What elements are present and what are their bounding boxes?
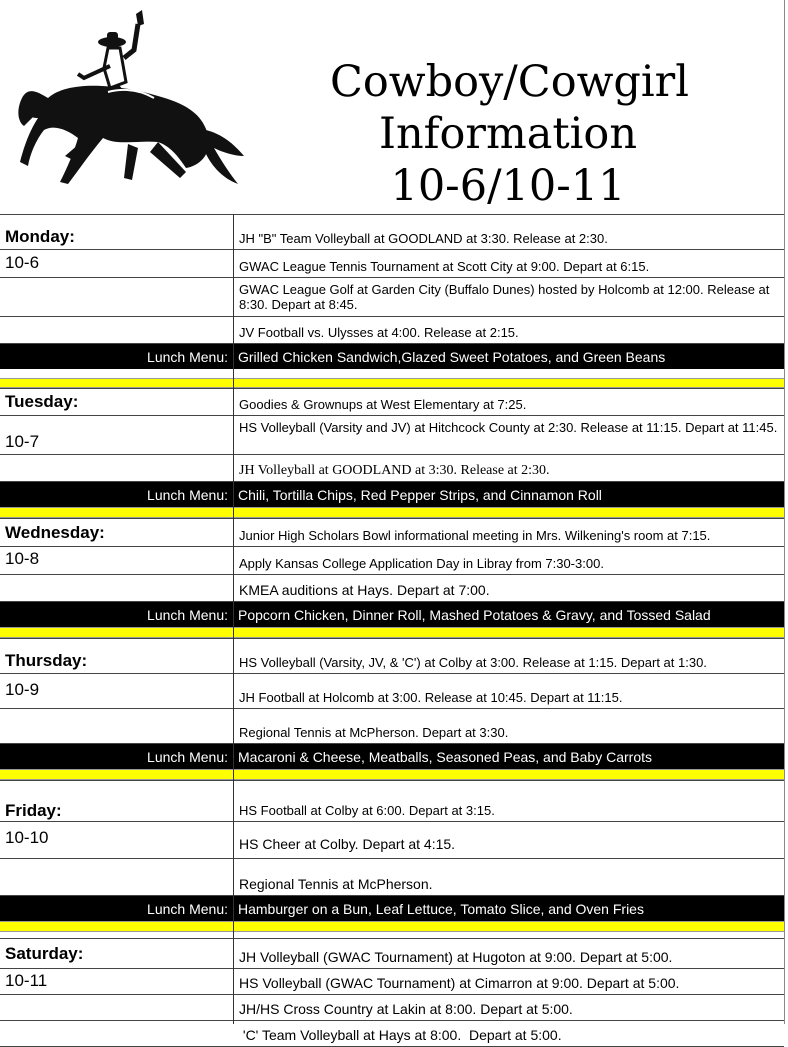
lunch-row [0, 481, 784, 507]
title-line-2: Information [378, 109, 638, 159]
day-friday [0, 780, 784, 932]
lunch-label: Lunch Menu: [147, 748, 228, 765]
event: JH Volleyball at GOODLAND at 3:30. Release at 2:30. [239, 463, 550, 478]
table-row [0, 454, 784, 481]
event: HS Volleyball (GWAC Tournament) at Cimarron at 9:00. Depart at 5:00. [239, 975, 680, 991]
day-date: 10-7 [5, 432, 40, 451]
yellow-divider [0, 378, 784, 388]
lunch-row [0, 601, 784, 627]
day-saturday [0, 938, 784, 1047]
lunch-menu: Macaroni & Cheese, Meatballs, Seasoned Peas, and Baby Carrots [238, 748, 653, 765]
event: Apply Kansas College Application Day in Libray from 7:30-3:00. [239, 556, 604, 571]
day-thursday [0, 638, 784, 780]
lunch-menu: Popcorn Chicken, Dinner Roll, Mashed Potatoes & Gravy, and Tossed Salad [238, 606, 711, 623]
schedule-table [0, 214, 784, 1047]
day-tuesday [0, 388, 784, 518]
table-row [0, 994, 784, 1020]
lunch-row [0, 895, 784, 921]
event: GWAC League Tennis Tournament at Scott City at 9:00. Depart at 6:15. [239, 259, 650, 274]
lunch-label: Lunch Menu: [147, 606, 228, 623]
yellow-divider [0, 627, 784, 638]
event: JH/HS Cross Country at Lakin at 8:00. Depart at 5:00. [239, 1001, 573, 1017]
page-title [330, 56, 689, 212]
event: KMEA auditions at Hays. Depart at 7:00. [239, 582, 490, 598]
table-row [0, 518, 784, 546]
table-row [0, 415, 784, 454]
yellow-divider [0, 769, 784, 780]
table-row [0, 968, 784, 994]
day-date: 10-9 [5, 680, 40, 699]
table-row [0, 858, 784, 895]
event: JH Volleyball (GWAC Tournament) at Hugoton at 9:00. Depart at 5:00. [239, 949, 673, 965]
day-name: Saturday: [5, 943, 84, 963]
column-divider [233, 214, 234, 1024]
yellow-divider [0, 507, 784, 518]
title-line-3: 10-6/10-11 [390, 161, 626, 211]
lunch-menu: Chili, Tortilla Chips, Red Pepper Strips, and Cinnamon Roll [238, 486, 602, 503]
day-date: 10-6 [5, 253, 40, 272]
table-row [0, 938, 784, 968]
header [0, 0, 784, 214]
event: Regional Tennis at McPherson. [239, 876, 433, 892]
title-line-1: Cowboy/Cowgirl [330, 57, 689, 107]
day-date: 10-10 [5, 828, 49, 847]
event: HS Cheer at Colby. Depart at 4:15. [239, 836, 456, 852]
bucking-horse-rider-icon [8, 6, 256, 196]
day-monday [0, 214, 784, 388]
event: HS Football at Colby at 6:00. Depart at 3:15. [239, 803, 495, 818]
event: 'C' Team Volleyball at Hays at 8:00. Depart at 5:00. [239, 1027, 562, 1043]
day-date: 10-11 [5, 971, 48, 990]
event: GWAC League Golf at Garden City (Buffalo Dunes) hosted by Holcomb at 12:00. Release at 8:30. Depart at 8:45. [239, 282, 770, 312]
day-name: Monday: [5, 227, 75, 246]
day-date: 10-8 [5, 549, 40, 568]
table-row [0, 277, 784, 316]
lunch-label: Lunch Menu: [147, 348, 228, 365]
lunch-menu: Grilled Chicken Sandwich,Glazed Sweet Potatoes, and Green Beans [238, 348, 666, 365]
table-row [0, 821, 784, 858]
table-row [0, 1020, 784, 1047]
day-name: Friday: [5, 801, 62, 820]
event: Junior High Scholars Bowl informational meeting in Mrs. Wilkening's room at 7:15. [239, 528, 711, 543]
day-name: Tuesday: [5, 392, 79, 411]
table-row [0, 214, 784, 249]
lunch-label: Lunch Menu: [147, 900, 228, 917]
table-row [0, 708, 784, 743]
event: HS Volleyball (Varsity, JV, & 'C') at Colby at 3:00. Release at 1:15. Depart at 1:30. [239, 655, 707, 670]
day-name: Wednesday: [5, 522, 105, 542]
event: JH Football at Holcomb at 3:00. Release at 10:45. Depart at 11:15. [239, 690, 623, 705]
table-row [0, 638, 784, 673]
table-row [0, 780, 784, 821]
lunch-row [0, 343, 784, 369]
lunch-menu: Hamburger on a Bun, Leaf Lettuce, Tomato Slice, and Oven Fries [238, 900, 644, 917]
lunch-row [0, 743, 784, 769]
day-wednesday [0, 518, 784, 638]
day-name: Thursday: [5, 651, 88, 670]
lunch-label: Lunch Menu: [147, 486, 228, 503]
event: Regional Tennis at McPherson. Depart at 3:30. [239, 725, 509, 740]
event: HS Volleyball (Varsity and JV) at Hitchcock County at 2:30. Release at 11:15. Depart at 11:45. [239, 420, 778, 435]
event: JV Football vs. Ulysses at 4:00. Release at 2:15. [239, 325, 519, 340]
table-row [0, 574, 784, 601]
table-row [0, 249, 784, 277]
table-row [0, 546, 784, 574]
event: JH "B" Team Volleyball at GOODLAND at 3:30. Release at 2:30. [239, 231, 608, 246]
yellow-divider [0, 921, 784, 932]
table-row [0, 316, 784, 343]
table-row [0, 673, 784, 708]
event: Goodies & Grownups at West Elementary at 7:25. [239, 397, 527, 412]
table-row [0, 388, 784, 415]
